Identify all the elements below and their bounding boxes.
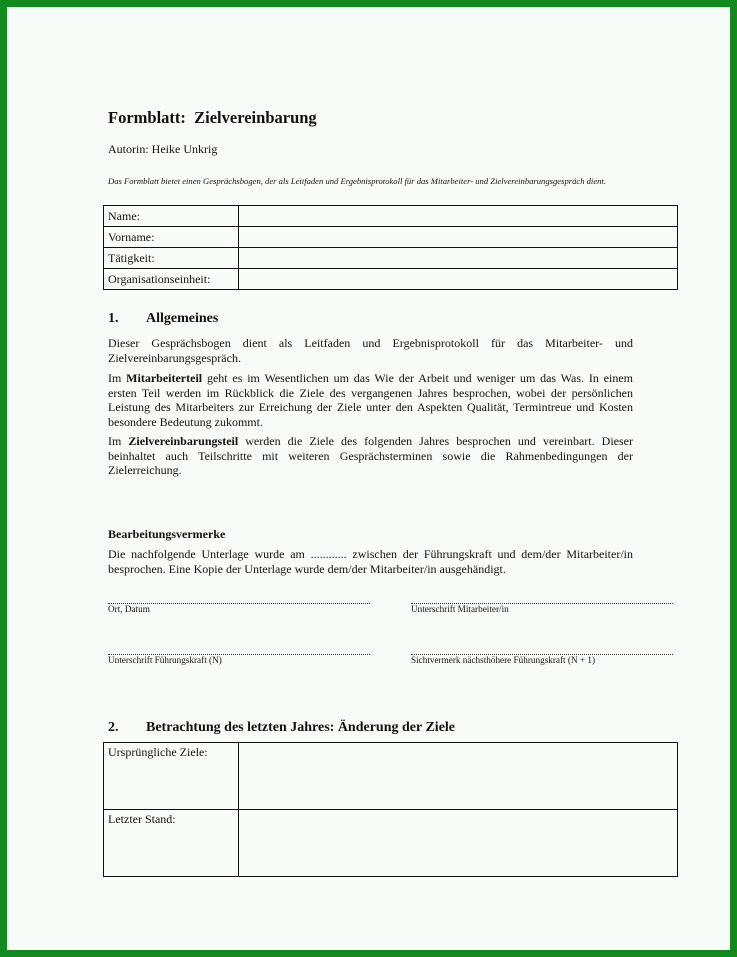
signature-block-3 xyxy=(108,654,370,665)
p3-bold: Zielvereinbarungsteil xyxy=(128,434,239,448)
table-row xyxy=(104,206,678,227)
signature-block-2 xyxy=(411,603,673,614)
urspruengliche-ziele-field[interactable] xyxy=(239,743,678,810)
organisationseinheit-label: Organisationseinheit: xyxy=(104,269,239,290)
signature-label: Unterschrift Mitarbeiter/in xyxy=(411,604,509,614)
vorname-field[interactable] xyxy=(239,227,678,248)
table-row xyxy=(104,227,678,248)
name-field[interactable] xyxy=(239,206,678,227)
section2-number: 2. xyxy=(108,720,119,735)
p2-text: geht es im Wesentlichen um das Wie der Arbeit und weniger um das Was. In einem ersten Teil werden im Rückblick die Ziele des vergangenen Jahres besprochen, wobei der persönlichen Leistung des Mitarbeiters zur Erreichung der Ziele unter den Aspekten Qualität, Termintreue und Kosten besondere Bedeutung zukommt. xyxy=(108,371,633,429)
table-row xyxy=(104,248,678,269)
section1-number: 1. xyxy=(108,311,119,326)
section1-paragraph-1: Dieser Gesprächsbogen dient als Leitfaden und Ergebnisprotokoll für das Mitarbeiter- und Zielvereinbarungsgespräch. xyxy=(108,336,633,365)
bearbeitung-heading: Bearbeitungsvermerke xyxy=(108,527,226,541)
signature-label: Ort, Datum xyxy=(108,604,150,614)
name-label: Name: xyxy=(104,206,239,227)
p2-prefix: Im xyxy=(108,371,127,385)
p3-text: werden die Ziele des folgenden Jahres besprochen und vereinbart. Dieser beinhaltet auch Teilschritte mit weiteren Gesprächsterminen sowie die Rahmenbedingungen der Zielerreichung. xyxy=(108,434,633,478)
organisationseinheit-field[interactable] xyxy=(239,269,678,290)
section1-paragraph-3 xyxy=(108,434,633,478)
p2-bold: Mitarbeiterteil xyxy=(126,371,203,385)
table-row xyxy=(104,810,678,877)
p3-prefix: Im xyxy=(108,434,129,448)
section2-title: Betrachtung des letzten Jahres: Änderung der Ziele xyxy=(146,720,456,735)
urspruengliche-ziele-label: Ursprüngliche Ziele: xyxy=(104,743,239,810)
signature-block-4 xyxy=(411,654,673,665)
intro-text: Das Formblatt bietet einen Gesprächsbogen, der als Leitfaden und Ergebnisprotokoll für das Mitarbeiter- und Zielvereinbarungsgespräch dient. xyxy=(108,176,606,186)
taetigkeit-label: Tätigkeit: xyxy=(104,248,239,269)
author-line: Autorin: Heike Unkrig xyxy=(108,142,218,156)
signature-label: Sichtvermerk nächsthöhere Führungskraft (N + 1) xyxy=(411,655,596,665)
signature-block-1 xyxy=(108,603,370,614)
personal-info-table xyxy=(103,205,678,290)
table-row xyxy=(104,743,678,810)
taetigkeit-field[interactable] xyxy=(239,248,678,269)
letzter-stand-label: Letzter Stand: xyxy=(104,810,239,877)
bearbeitung-text: Die nachfolgende Unterlage wurde am ............ zwischen der Führungskraft und dem/der Mitarbeiter/in besprochen. Eine Kopie der Unterlage wurde dem/der Mitarbeiter/in ausgehändigt. xyxy=(108,547,633,576)
section1-paragraph-2 xyxy=(108,371,633,429)
signature-label: Unterschrift Führungskraft (N) xyxy=(108,655,222,665)
section2-heading xyxy=(108,720,455,736)
letzter-stand-field[interactable] xyxy=(239,810,678,877)
page-title: Formblatt: Zielvereinbarung xyxy=(108,108,317,127)
section1-title: Allgemeines xyxy=(146,311,219,326)
goals-table xyxy=(103,742,678,877)
vorname-label: Vorname: xyxy=(104,227,239,248)
section1-heading xyxy=(108,311,218,327)
table-row xyxy=(104,269,678,290)
